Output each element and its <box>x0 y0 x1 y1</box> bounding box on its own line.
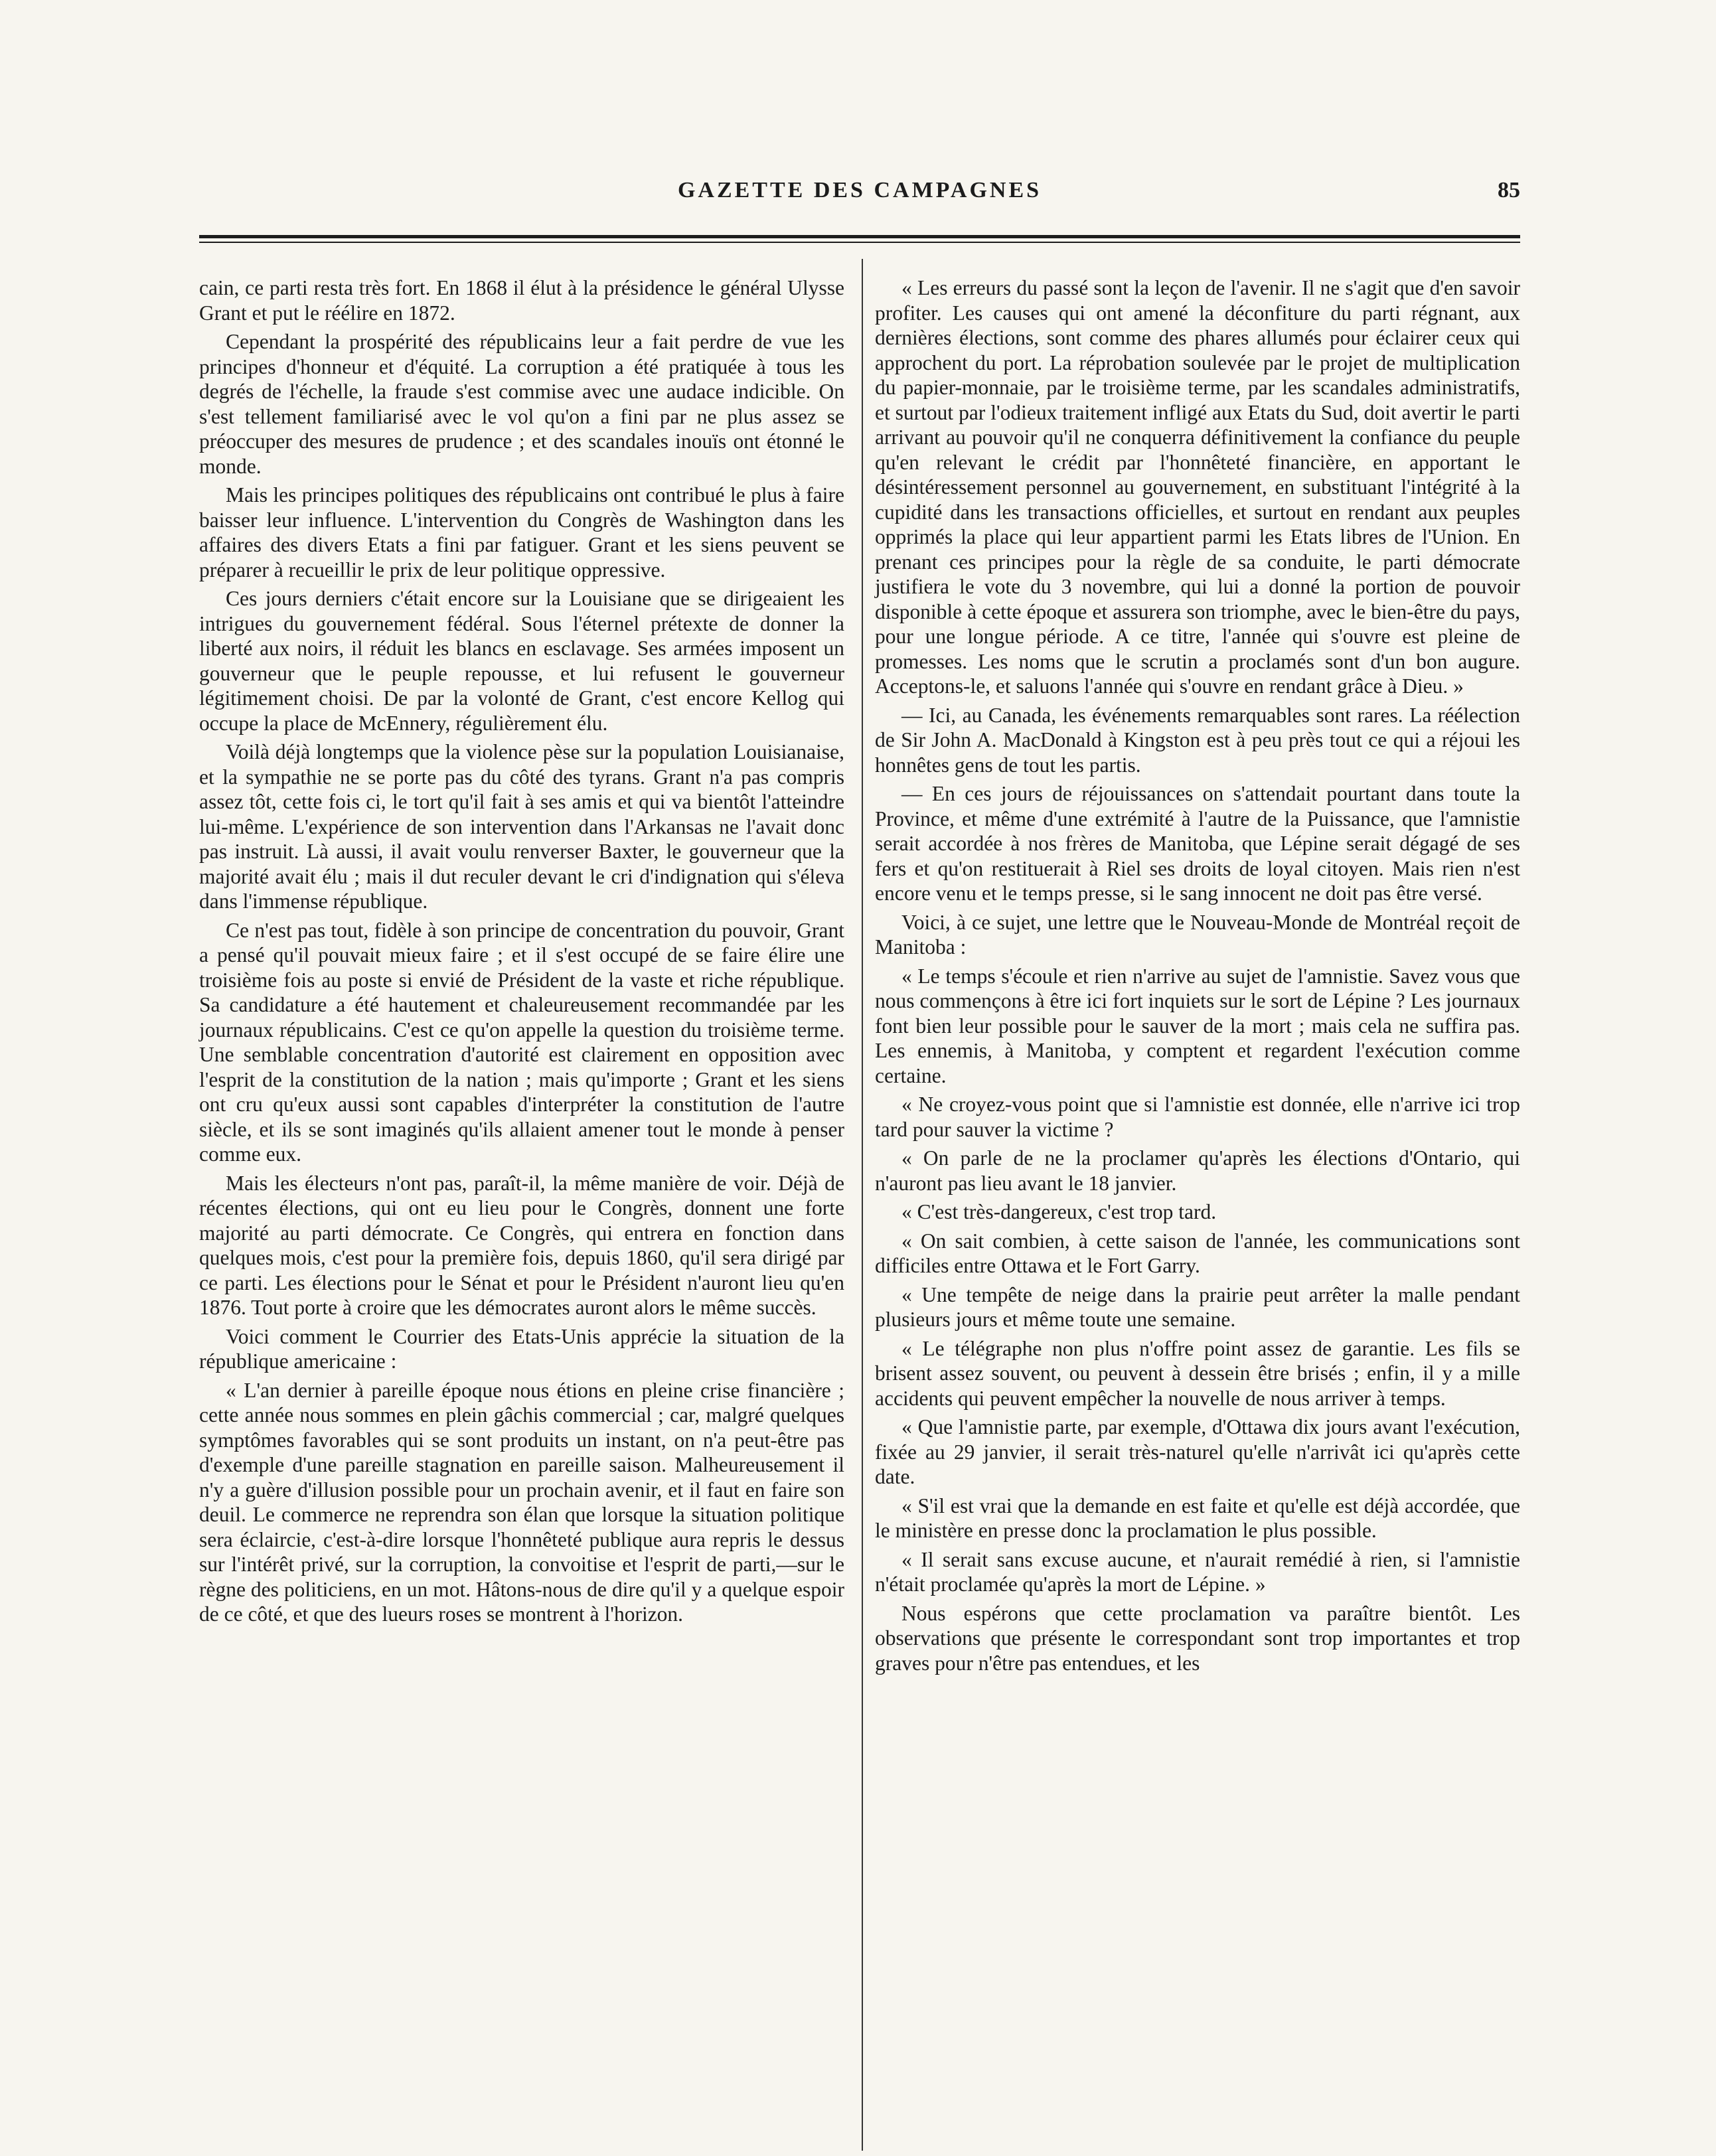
paragraph: « L'an dernier à pareille époque nous étions en pleine crise financière ; cette année nous sommes en plein gâchis commercial ; car, malgré quelques symptômes favorables qui se sont produits un instant, on n'a peut-être pas d'exemple d'une pareille stagnation en pareille saison. Malheureusement il n'y a guère d'illusion possible pour un prochain avenir, et il faut en faire son deuil. Le commerce ne reprendra son élan que lorsque la situation politique sera éclaircie, c'est-à-dire lorsque l'honnêteté publique aura repris le dessus sur l'intérêt privé, sur la corruption, la convoitise et l'esprit de parti,—sur le règne des politiciens, en un mot. Hâtons-nous de dire qu'il y a quelque espoir de ce côté, et que des lueurs roses se montrent à l'horizon. <box>199 1378 844 1626</box>
paragraph: Voici, à ce sujet, une lettre que le Nouveau-Monde de Montréal reçoit de Manitoba : <box>875 910 1520 959</box>
paragraph: « Le télégraphe non plus n'offre point assez de garantie. Les fils se brisent assez souvent, ou peuvent à dessein être brisés ; enfin, il y a mille accidents qui peuvent empêcher la nouvelle de nous arriver à temps. <box>875 1336 1520 1410</box>
paragraph: Ce n'est pas tout, fidèle à son principe de concentration du pouvoir, Grant a pensé qu'il pouvait mieux faire ; et il s'est occupé de se faire élire une troisième fois au poste si envié de Président de la vaste et riche république. Sa candidature a été hautement et chaleureusement recommandée par les journaux républicains. C'est ce qu'on appelle la question du troisième terme. Une semblable concentration d'autorité est clairement en opposition avec l'esprit de la constitution de la nation ; mais qu'importe ; Grant et les siens ont cru qu'eux aussi sont capables d'interpréter la constitution de l'autre siècle, et ils se sont imaginés qu'ils allaient amener tout le monde à penser comme eux. <box>199 918 844 1166</box>
paragraph: — Ici, au Canada, les événements remarquables sont rares. La réélection de Sir John A. MacDonald à Kingston est à peu près tout ce qui a réjoui les honnêtes gens de tout les partis. <box>875 703 1520 777</box>
paragraph: Mais les électeurs n'ont pas, paraît-il, la même manière de voir. Déjà de récentes élections, qui ont eu lieu pour le Congrès, donnent une forte majorité au parti démocrate. Ce Congrès, qui entrera en fonction dans quelques mois, c'est pour la première fois, depuis 1860, qu'il sera dirigé par ce parti. Les élections pour le Sénat et pour le Président n'auront lieu qu'en 1876. Tout porte à croire que les démocrates auront alors le même succès. <box>199 1171 844 1319</box>
paragraph: « Ne croyez-vous point que si l'amnistie est donnée, elle n'arrive ici trop tard pour sauver la victime ? <box>875 1093 1520 1141</box>
paragraph: Cependant la prospérité des républicains leur a fait perdre de vue les principes d'honneur et d'équité. La corruption a été pratiquée à tous les degrés de l'échelle, la fraude s'est commise avec une audace indicible. On s'est tellement familiarisé avec le vol qu'on a fini par ne plus assez se préoccuper des mesures de prudence ; et des scandales inouïs ont étonné le monde. <box>199 330 844 478</box>
paragraph: — En ces jours de réjouissances on s'attendait pourtant dans toute la Province, et même d'une extrémité à l'autre de la Puissance, que l'amnistie serait accordée à nos frères de Manitoba, que Lépine serait dégagé de ses fers et qu'on restituerait à Riel ses droits de loyal citoyen. Mais rien n'est encore venu et le temps presse, si le sang innocent ne doit pas être versé. <box>875 782 1520 905</box>
paragraph: Mais les principes politiques des républicains ont contribué le plus à faire baisser leur influence. L'intervention du Congrès de Washington dans les affaires des divers Etats a fini par fatiguer. Grant et les siens peuvent se préparer à recueillir le prix de leur politique oppressive. <box>199 483 844 581</box>
paragraph: « S'il est vrai que la demande en est faite et qu'elle est déjà accordée, que le ministère en presse donc la proclamation le plus possible. <box>875 1494 1520 1542</box>
paragraph: Ces jours derniers c'était encore sur la Louisiane que se dirigeaient les intrigues du gouvernement fédéral. Sous l'éternel prétexte de donner la liberté aux noirs, il réduit les blancs en esclavage. Ses armées imposent un gouverneur que le peuple repousse, et lui refusent le gouverneur légitimement choisi. De par la volonté de Grant, c'est encore Kellog qui occupe la place de McEnnery, régulièrement élu. <box>199 587 844 735</box>
paragraph: « Il serait sans excuse aucune, et n'aurait remédié à rien, si l'amnistie n'était proclamée qu'après la mort de Lépine. » <box>875 1547 1520 1596</box>
paragraph: Voici comment le Courrier des Etats-Unis apprécie la situation de la république americaine : <box>199 1324 844 1373</box>
paragraph: « On parle de ne la proclamer qu'après les élections d'Ontario, qui n'auront pas lieu avant le 18 janvier. <box>875 1146 1520 1195</box>
paragraph: « On sait combien, à cette saison de l'année, les communications sont difficiles entre Ottawa et le Fort Garry. <box>875 1229 1520 1277</box>
paragraph: « Une tempête de neige dans la prairie peut arrêter la malle pendant plusieurs jours et même toute une semaine. <box>875 1282 1520 1331</box>
paragraph: « Les erreurs du passé sont la leçon de l'avenir. Il ne s'agit que d'en savoir profiter. Les causes qui ont amené la déconfiture du parti régnant, aux dernières élections, sont comme des phares allumés pour éclairer ceux qui approchent du port. La réprobation soulevée par le projet de multiplication du papier-monnaie, par le troisième terme, par les scandales administratifs, et surtout par l'odieux traitement infligé aux Etats du Sud, doit avertir le parti arrivant au pouvoir qu'il ne conquerra définitivement la confiance du peuple qu'en relevant le crédit par l'honnêteté financière, en apportant le désintéressement personnel au gouvernement, en substituant l'intégrité à la cupidité dans les transactions officielles, et surtout en rendant aux peuples opprimés la place qui leur appartient parmi les Etats libres de l'Union. En prenant ces principes pour la règle de sa conduite, le parti démocrate justifiera le vote du 3 novembre, qui lui a donné la portion de pouvoir disponible à cette époque et assurera son triomphe, avec le bien-être du pays, pour une longue période. A ce titre, l'année qui s'ouvre est pleine de promesses. Les noms que le scrutin a proclamés sont d'un bon augure. Acceptons-le, et saluons l'année qui s'ouvre en rendant grâce à Dieu. » <box>875 276 1520 698</box>
paragraph: « Que l'amnistie parte, par exemple, d'Ottawa dix jours avant l'exécution, fixée au 29 janvier, il serait très-naturel qu'elle n'arrivât ici qu'après cette date. <box>875 1415 1520 1488</box>
left-column <box>199 275 844 1631</box>
paragraph: Nous espérons que cette proclamation va paraître bientôt. Les observations que présente le correspondant sont trop importantes et trop graves pour n'être pas entendues, et les <box>875 1601 1520 1675</box>
page-header <box>199 178 1520 211</box>
publication-title: GAZETTE DES CAMPAGNES <box>677 178 1042 202</box>
right-column <box>875 275 1520 1679</box>
paragraph: Voilà déjà longtemps que la violence pèse sur la population Louisianaise, et la sympathie ne se porte pas du côté des tyrans. Grant n'a pas compris assez tôt, cette fois ci, le tort qu'il fait à ses amis et qui va bientôt l'atteindre lui-même. L'expérience de son intervention dans l'Arkansas ne l'avait donc pas instruit. Là aussi, il avait voulu renverser Baxter, le gouverneur que la majorité avait élu ; mais il dut reculer devant le cri d'indignation qui s'éleva dans l'immense république. <box>199 740 844 913</box>
paragraph: cain, ce parti resta très fort. En 1868 il élut à la présidence le général Ulysse Grant et put le réélire en 1872. <box>199 276 844 325</box>
header-rule-thick <box>199 235 1520 238</box>
page-number: 85 <box>1498 178 1520 202</box>
column-divider <box>862 259 863 2151</box>
paragraph: « Le temps s'écoule et rien n'arrive au sujet de l'amnistie. Savez vous que nous commençons à être ici fort inquiets sur le sort de Lépine ? Les journaux font bien leur possible pour le sauver de la mort ; mais cela ne suffira pas. Les ennemis, à Manitoba, y comptent et regardent l'exécution comme certaine. <box>875 964 1520 1087</box>
header-rule-thin <box>199 242 1520 243</box>
paragraph: « C'est très-dangereux, c'est trop tard. <box>901 1200 1217 1223</box>
